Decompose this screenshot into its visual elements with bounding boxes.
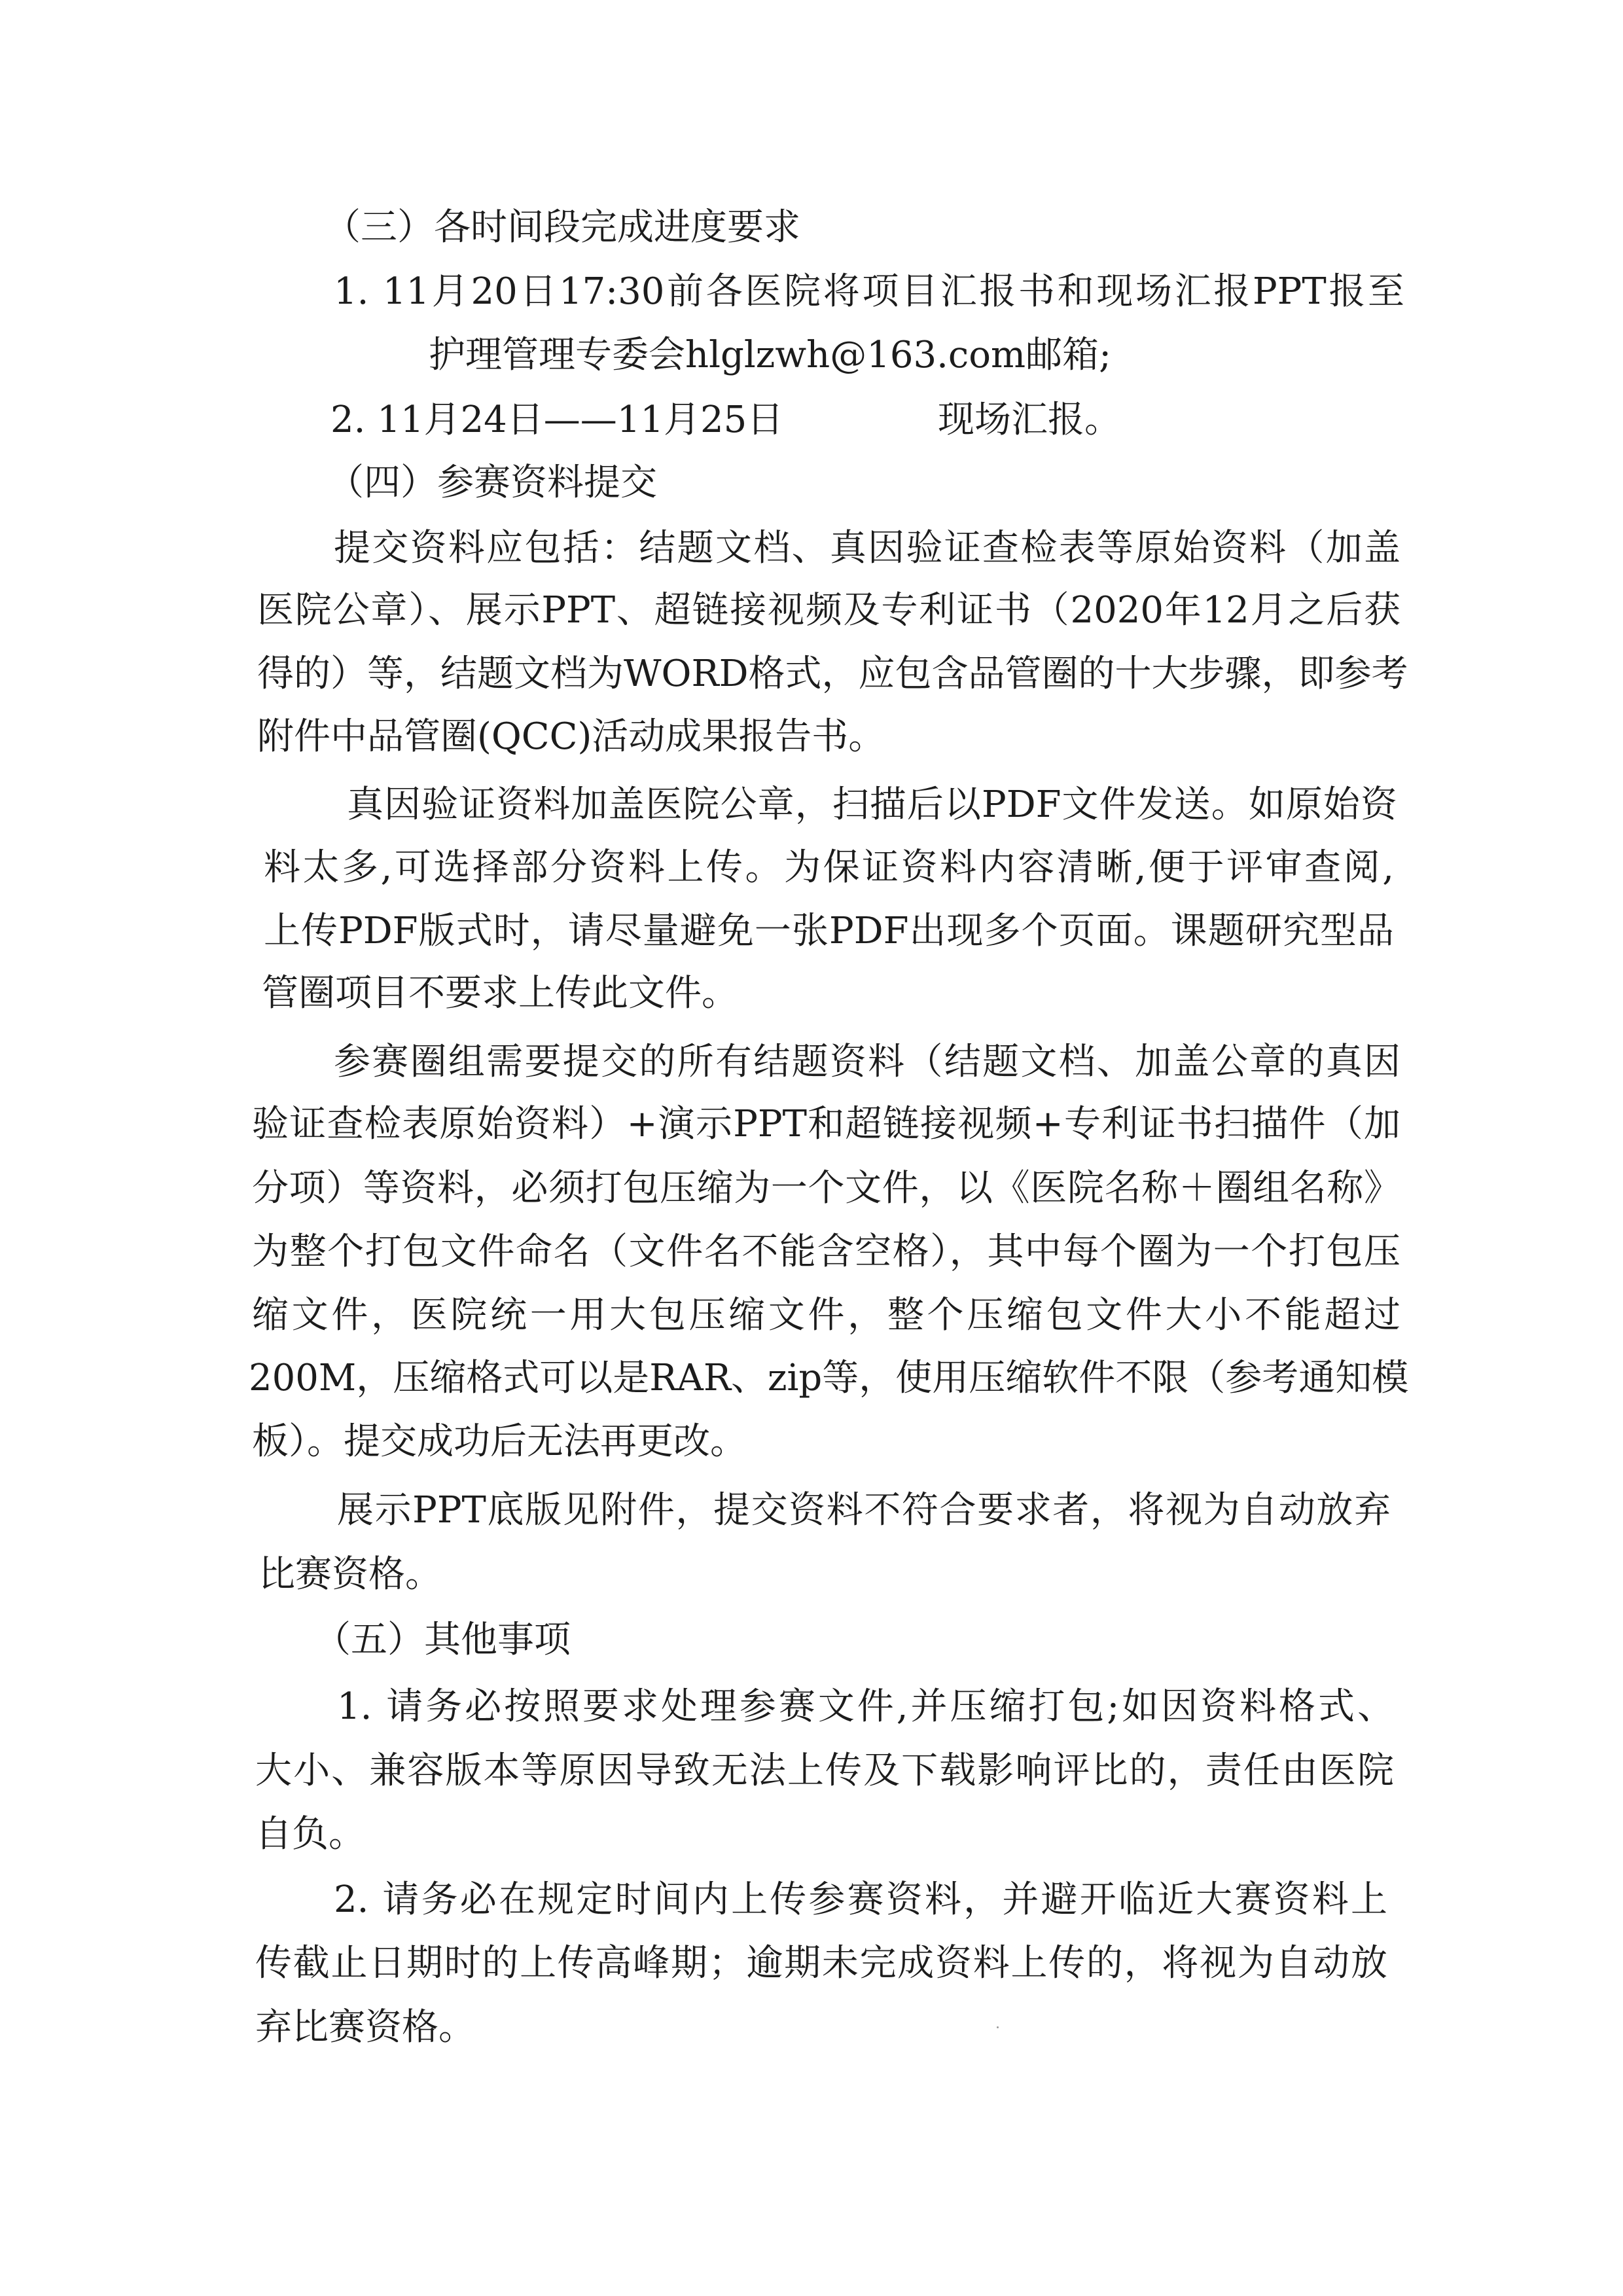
verification-paragraph-line-4: 管圈项目不要求上传此文件。 [262, 972, 738, 1014]
package-paragraph-line-2: 验证查检表原始资料）+演示PPT和超链接视频+专利证书扫描件（加 [252, 1103, 1400, 1145]
schedule-item-1-line-1: 1. 11月20日17:30前各医院将项目汇报书和现场汇报PPT报至 [334, 270, 1404, 313]
section-heading-3: （三）各时间段完成进度要求 [324, 206, 800, 249]
template-paragraph-line-2: 比赛资格。 [259, 1553, 442, 1596]
section-heading-4: （四）参赛资料提交 [327, 461, 657, 504]
package-paragraph-line-4: 为整个打包文件命名（文件名不能含空格），其中每个圈为一个打包压 [252, 1230, 1400, 1273]
submission-paragraph-1-line-2: 医院公章）、展示PPT、超链接视频及专利证书（2020年12月之后获 [257, 589, 1400, 632]
other-item-2-line-3: 弃比赛资格。 [255, 2006, 475, 2049]
scan-speck [997, 2026, 999, 2028]
other-item-2-line-2: 传截止日期时的上传高峰期；逾期未完成资料上传的，将视为自动放 [255, 1942, 1387, 1984]
package-paragraph-line-1: 参赛圈组需要提交的所有结题资料（结题文档、加盖公章的真因 [334, 1041, 1400, 1083]
submission-paragraph-1-line-4: 附件中品管圈(QCC)活动成果报告书。 [257, 715, 885, 758]
template-paragraph-line-1: 展示PPT底版见附件，提交资料不符合要求者，将视为自动放弃 [337, 1489, 1391, 1532]
verification-paragraph-line-2: 料太多,可选择部分资料上传。为保证资料内容清晰,便于评审查阅, [264, 846, 1394, 889]
schedule-item-1-line-2: 护理管理专委会hlglzwh@163.com邮箱; [429, 334, 1111, 376]
package-paragraph-line-5: 缩文件，医院统一用大包压缩文件，整个压缩包文件大小不能超过 [252, 1294, 1400, 1336]
schedule-item-2-event: 现场汇报。 [938, 399, 1121, 441]
package-paragraph-line-6: 200M，压缩格式可以是RAR、zip等，使用压缩软件不限（参考通知模 [249, 1357, 1409, 1399]
other-item-1-line-1: 1. 请务必按照要求处理参赛文件,并压缩打包;如因资料格式、 [337, 1685, 1394, 1728]
section-heading-5: （五）其他事项 [314, 1619, 571, 1661]
verification-paragraph-line-1: 真因验证资料加盖医院公章，扫描后以PDF文件发送。如原始资 [347, 783, 1397, 826]
other-item-1-line-2: 大小、兼容版本等原因导致无法上传及下载影响评比的，责任由医院 [255, 1749, 1394, 1792]
verification-paragraph-line-3: 上传PDF版式时，请尽量避免一张PDF出现多个页面。课题研究型品 [264, 910, 1394, 952]
other-item-1-line-3: 自负。 [255, 1813, 365, 1856]
schedule-item-2-dates: 2. 11月24日——11月25日 [330, 399, 784, 441]
submission-paragraph-1-line-1: 提交资料应包括：结题文档、真因验证查检表等原始资料（加盖 [334, 527, 1400, 569]
package-paragraph-line-3: 分项）等资料，必须打包压缩为一个文件，以《医院名称＋圈组名称》 [252, 1167, 1400, 1210]
package-paragraph-line-7: 板）。提交成功后无法再更改。 [252, 1420, 747, 1463]
submission-paragraph-1-line-3: 得的）等，结题文档为WORD格式，应包含品管圈的十大步骤，即参考 [257, 653, 1408, 695]
other-item-2-line-1: 2. 请务必在规定时间内上传参赛资料，并避开临近大赛资料上 [334, 1878, 1387, 1921]
